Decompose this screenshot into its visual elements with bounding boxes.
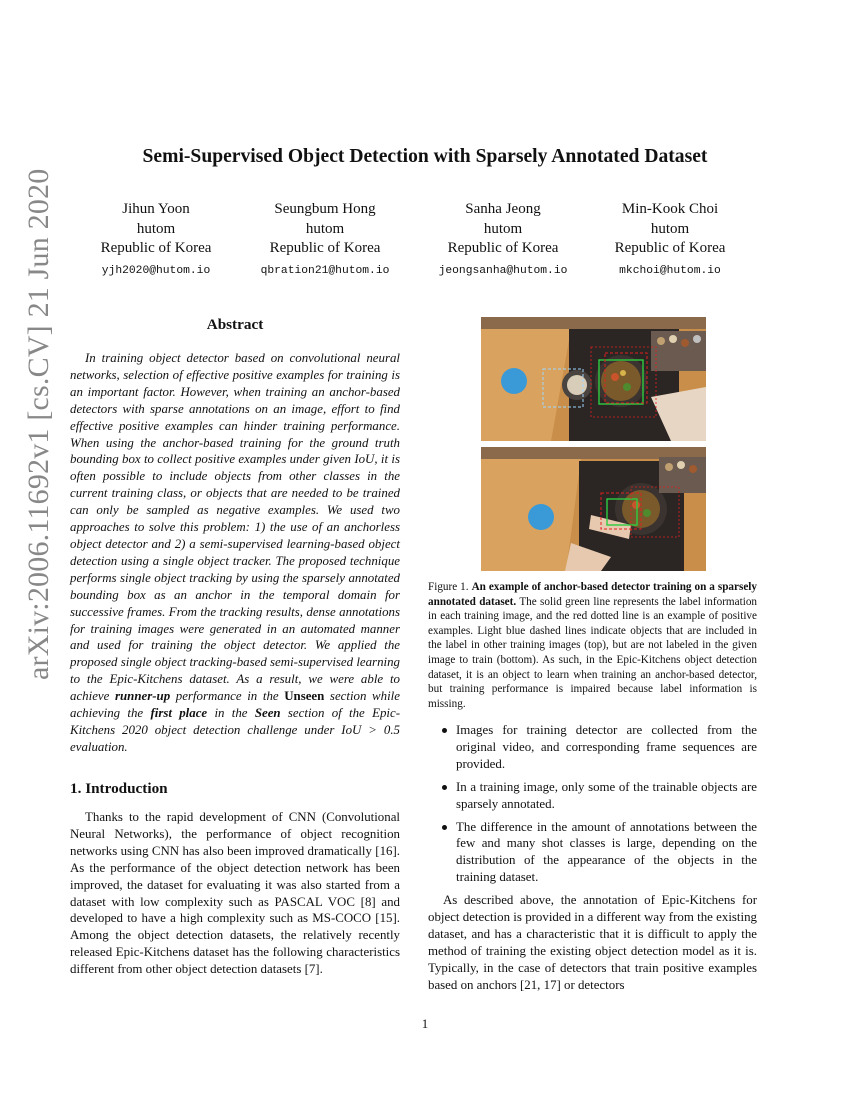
abstract-text: section while achieving the <box>70 689 400 721</box>
bullet-dot-icon <box>442 785 447 790</box>
abstract-text: performance in the <box>170 689 285 704</box>
figure-image-top <box>481 317 706 441</box>
figure-image-bottom <box>481 447 706 571</box>
author-affiliation: hutom <box>483 220 523 237</box>
author-affiliation: hutom <box>305 220 345 237</box>
bullet-item <box>428 819 757 887</box>
abstract-text: section of the Epic-Kitchens 2020 object detection challenge under IoU > 0.5 evaluation. <box>70 706 400 754</box>
abstract-emphasis: Seen <box>254 706 281 721</box>
bullet-text: The difference in the amount of annotations between the few and many shot classes is large, depending on the distribution of the appearance of the objects in the training dataset. <box>456 819 757 885</box>
bullet-text: Images for training detector are collected from the original video, and corresponding frame sequences are provided. <box>456 723 757 771</box>
paper-title: Semi-Supervised Object Detection with Sparsely Annotated Dataset <box>142 146 708 167</box>
section-heading-introduction: 1. Introduction <box>70 780 168 797</box>
bullet-item <box>428 722 757 773</box>
abstract-text: in the <box>207 706 255 721</box>
author-name: Sanha Jeong <box>465 201 541 217</box>
author-country: Republic of Korea <box>447 240 559 256</box>
abstract-heading: Abstract <box>206 316 264 333</box>
arxiv-stamp[interactable]: arXiv:2006.11692v1 [cs.CV] 21 Jun 2020 <box>22 168 55 680</box>
author-affiliation: hutom <box>136 220 176 237</box>
bullet-dot-icon <box>442 728 447 733</box>
abstract-emphasis: runner-up <box>114 689 171 704</box>
kitchen-photo-bottom <box>481 447 706 571</box>
author-name: Min-Kook Choi <box>621 201 719 217</box>
author-name: Seungbum Hong <box>274 201 376 217</box>
author-block-2 <box>225 200 425 281</box>
author-country: Republic of Korea <box>100 240 212 256</box>
figure-caption <box>428 580 757 711</box>
figure-caption-text: The solid green line represents the label information in each training image, and the red dotted line is an example of positive examples. Light blue dashed lines indicate objects that are included in the label in other training images (top), but are not labeled in the given image to train (bottom). As such, in the Epic-Kitchens object detection dataset, it is an object to learn when training an anchor-based detector, but training performance is impaired because label information is missing. <box>428 595 758 710</box>
bullet-list <box>428 722 757 892</box>
author-country: Republic of Korea <box>269 240 381 256</box>
kitchen-photo-top <box>481 317 706 441</box>
author-email[interactable]: mkchoi@hutom.io <box>619 264 721 277</box>
author-email[interactable]: qbration21@hutom.io <box>260 264 390 277</box>
author-block-4 <box>570 200 770 281</box>
author-country: Republic of Korea <box>614 240 726 256</box>
bullet-item <box>428 779 757 813</box>
author-name: Jihun Yoon <box>122 201 190 217</box>
author-email[interactable]: yjh2020@hutom.io <box>101 264 211 277</box>
figure-caption-bold: An example of anchor-based detector training on a sparsely annotated dataset. <box>428 581 757 608</box>
abstract-emphasis: Unseen <box>284 689 325 704</box>
figure-label: Figure 1. <box>428 581 469 593</box>
author-affiliation: hutom <box>650 220 690 237</box>
author-email[interactable]: jeongsanha@hutom.io <box>438 264 568 277</box>
introduction-body <box>70 809 400 978</box>
abstract-text: In training object detector based on convolutional neural networks, selection of effective positive examples for training is an important factor. However, when training an anchor-based detectors with sparse annotations on an image, effort to find effective positive examples can hinder training performance. When using the anchor-based training for the ground truth bounding box to collect positive examples under given IoU, it is often possible to include objects from other classes in the current training class, or objects that are needed to be trained can only be sampled as negative examples. We used two approaches to solve this problem: 1) the use of an anchorless object detector and 2) a semi-supervised learning-based object detection using a single object tracker. The proposed technique performs single object tracking by using the sparsely annotated bounding box as an anchor in the temporal domain for successive frames. From the tracking results, dense annotations for training images were generated in an automated manner and used for training the object detector. We applied the proposed single object tracking-based semi-supervised learning to the Epic-Kitchens dataset. As a result, we were able to achieve <box>70 351 400 704</box>
bullet-dot-icon <box>442 825 447 830</box>
introduction-paragraph: Thanks to the rapid development of CNN (Convolutional Neural Networks), the performance of object recognition networks using CNN has also been improved dramatically [16]. As the performance of the object detection network has been improved, the dataset for evaluating it was also started from a dataset with low complexity such as PASCAL VOC [8] and developed to have a high complexity such as MS-COCO [15]. Among the object detection datasets, the relatively recently released Epic-Kitchens dataset has the following characteristics different from other object detection datasets [7]. <box>70 810 400 977</box>
abstract-body <box>70 350 400 756</box>
page-number: 1 <box>421 1017 429 1031</box>
right-column-body <box>428 892 757 993</box>
abstract-emphasis: first place <box>150 706 208 721</box>
bullet-text: In a training image, only some of the trainable objects are sparsely annotated. <box>456 779 757 811</box>
body-paragraph: As described above, the annotation of Epic-Kitchens for object detection is provided in a different way from the existing dataset, and has a characteristic that it is difficult to apply the method of training the existing object detection model as it is. Typically, in the case of detectors that train positive examples based on anchors [21, 17] or detectors <box>428 893 757 992</box>
